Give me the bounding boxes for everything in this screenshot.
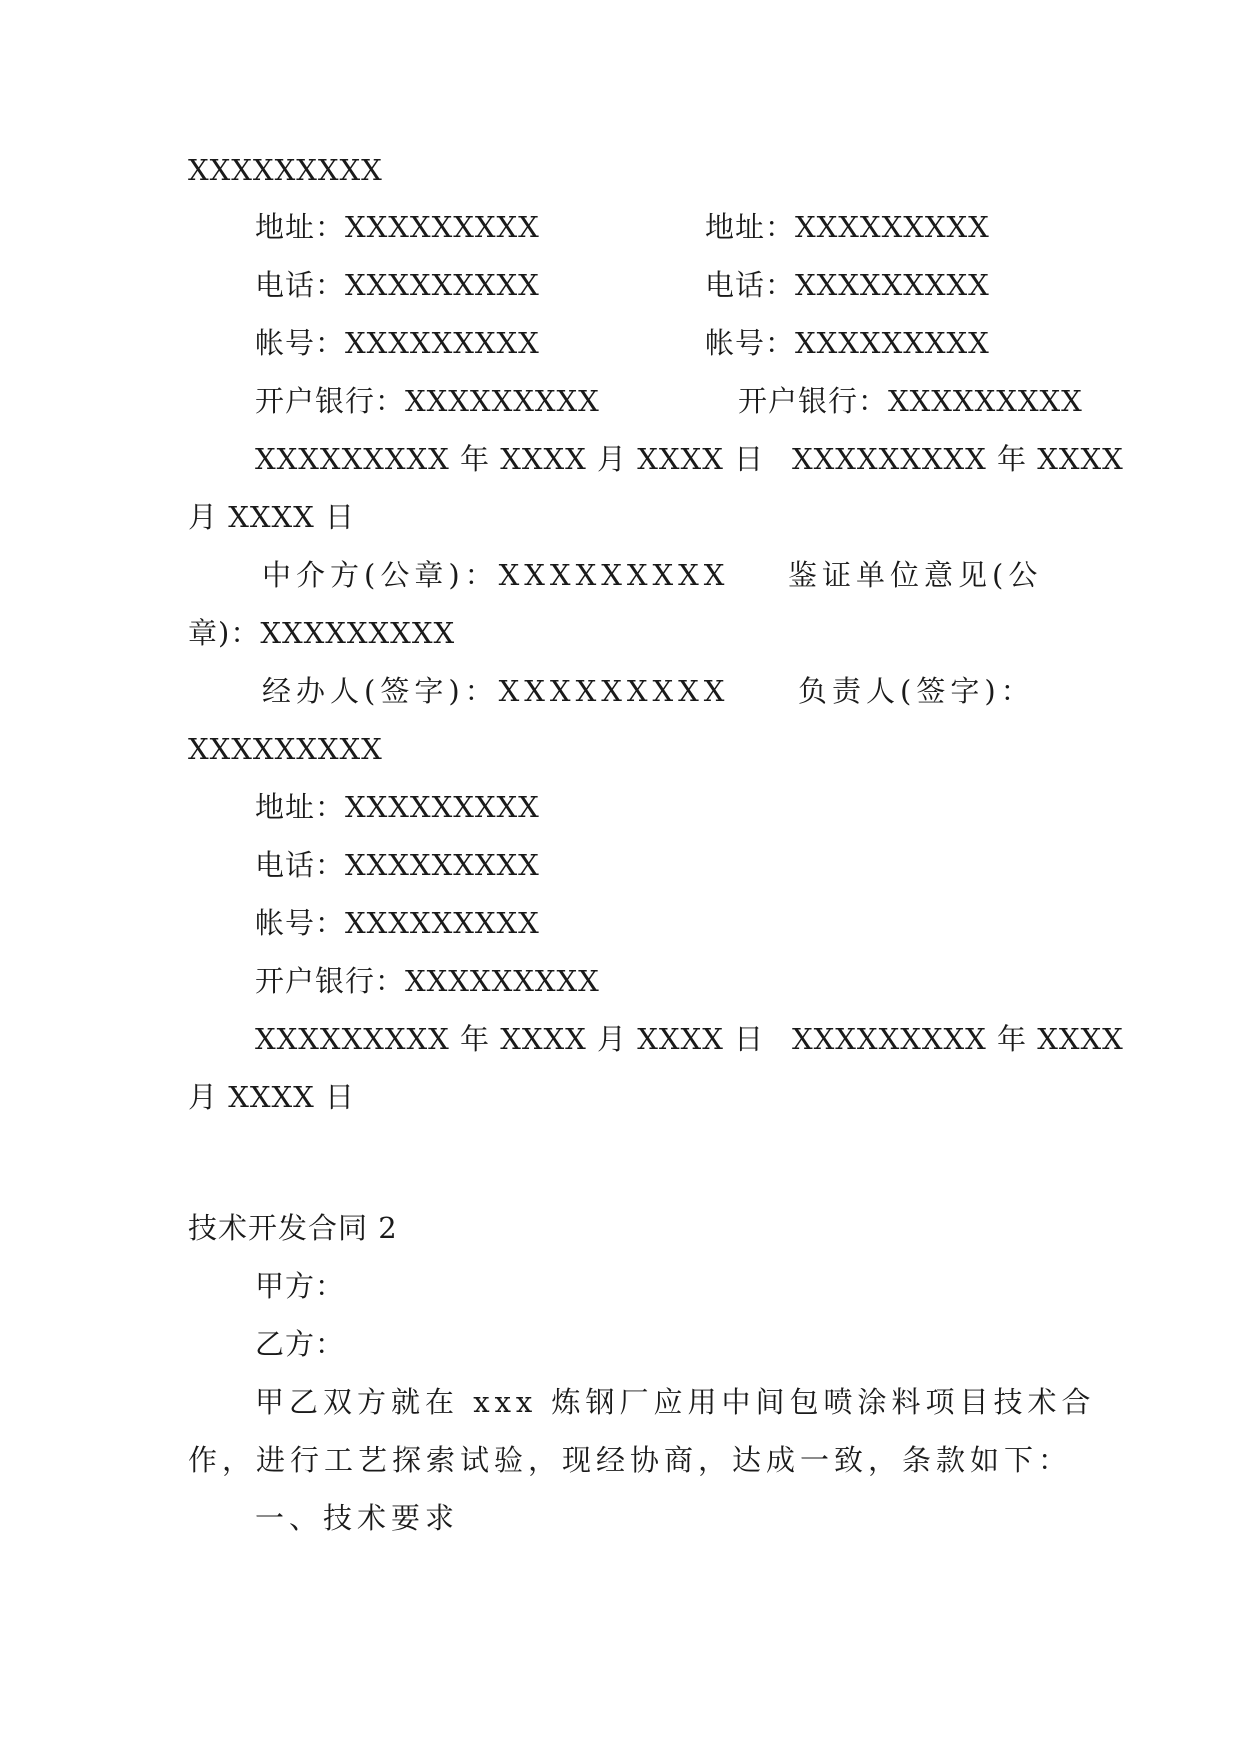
address-label: 地址：XXXXXXXXX [255,210,540,244]
bank-label: 开户银行：XXXXXXXXX [738,384,1083,418]
account-label: 帐号：XXXXXXXXX [255,906,540,940]
paragraph-line: 甲乙双方就在 xxx 炼钢厂应用中间包喷涂料项目技术合 [255,1385,1096,1419]
date-line: XXXXXXXXX 年 XXXX 月 XXXX 日 [255,1022,765,1056]
address-label: 地址：XXXXXXXXX [705,210,990,244]
phone-label: 电话：XXXXXXXXX [705,268,990,302]
handler-signature-label: 经办人(签字)：XXXXXXXXX [262,674,730,708]
account-label: 帐号：XXXXXXXXX [705,326,990,360]
date-line: XXXXXXXXX 年 XXXX [792,442,1124,476]
date-line-continued: 月 XXXX 日 [188,500,356,534]
intermediary-seal-label: 中介方(公章)：XXXXXXXXX [262,558,730,592]
contract-title: 技术开发合同 2 [188,1211,398,1245]
bank-label: 开户银行：XXXXXXXXX [255,384,600,418]
authentication-opinion-label: 鉴证单位意见(公 [788,558,1043,592]
responsible-signature-label: 负责人(签字)： [798,674,1035,708]
section-heading: 一、技术要求 [255,1501,460,1535]
text-line: XXXXXXXXX [188,153,383,187]
paragraph-line: 作，进行工艺探索试验，现经协商，达成一致，条款如下： [188,1443,1073,1477]
phone-label: 电话：XXXXXXXXX [255,848,540,882]
party-a-label: 甲方： [255,1269,346,1303]
party-b-label: 乙方： [255,1327,346,1361]
bank-label: 开户银行：XXXXXXXXX [255,964,600,998]
date-line: XXXXXXXXX 年 XXXX [792,1022,1124,1056]
text-line: 章)：XXXXXXXXX [188,616,456,650]
phone-label: 电话：XXXXXXXXX [255,268,540,302]
date-line-continued: 月 XXXX 日 [188,1080,356,1114]
address-label: 地址：XXXXXXXXX [255,790,540,824]
text-line: XXXXXXXXX [188,732,383,766]
account-label: 帐号：XXXXXXXXX [255,326,540,360]
date-line: XXXXXXXXX 年 XXXX 月 XXXX 日 [255,442,765,476]
